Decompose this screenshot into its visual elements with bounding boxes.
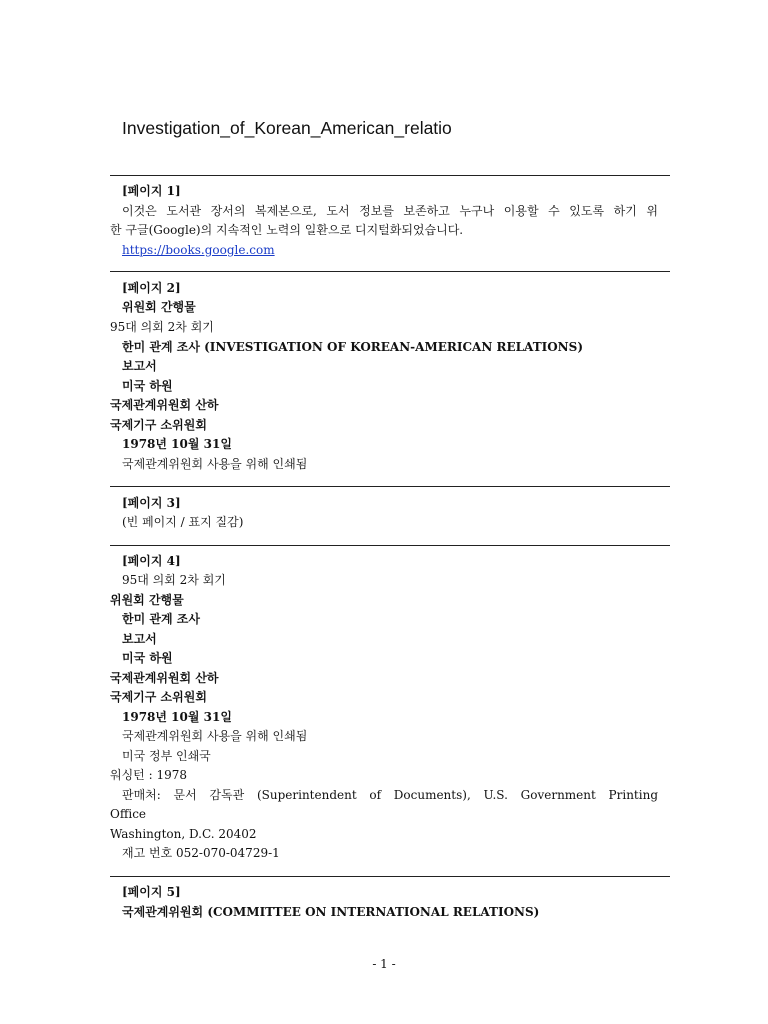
page2-header: [페이지 2] [122, 281, 181, 295]
section-divider [110, 486, 670, 487]
page4-line: 미국 정부 인쇄국 [122, 749, 211, 763]
section-divider [110, 545, 670, 546]
section-divider [110, 175, 670, 176]
page4-line: 국제관계위원회 사용을 위해 인쇄됨 [122, 729, 308, 743]
section-divider [110, 876, 670, 877]
page3-text: (빈 페이지 / 표지 질감) [122, 515, 244, 529]
page4-header: [페이지 4] [122, 554, 181, 568]
page4-line: 미국 하원 [122, 651, 173, 665]
page4-line: 재고 번호 052-070-04729-1 [122, 846, 280, 860]
page5-text: 국제관계위원회 (COMMITTEE ON INTERNATIONAL RELATIONS) [122, 905, 540, 919]
page4-line: 보고서 [122, 632, 157, 646]
page4-line: 판매처: 문서 감독관 (Superintendent of Documents), U.S. Government Printing [122, 788, 658, 802]
google-books-link[interactable]: https://books.google.com [122, 243, 275, 257]
page4-line: 95대 의회 2차 회기 [122, 573, 226, 587]
page1-text-line2: 한 구글(Google)의 지속적인 노력의 일환으로 디지털화되었습니다. [110, 223, 464, 237]
page1-text-line1: 이것은 도서관 장서의 복제본으로, 도서 정보를 보존하고 누구나 이용할 수 있도록 하기 위 [122, 204, 658, 218]
page4-line: 1978년 10월 31일 [122, 710, 232, 724]
page2-line: 보고서 [122, 359, 157, 373]
page2-line: 국제관계위원회 사용을 위해 인쇄됨 [122, 457, 308, 471]
page2-line: 국제기구 소위원회 [110, 418, 207, 432]
page4-line: 한미 관계 조사 [122, 612, 200, 626]
page2-line: 국제관계위원회 산하 [110, 398, 219, 412]
page2-line: 한미 관계 조사 (INVESTIGATION OF KOREAN-AMERICAN RELATIONS) [122, 340, 583, 354]
page1-header: [페이지 1] [122, 184, 181, 198]
page2-line: 1978년 10월 31일 [122, 437, 232, 451]
page-number: - 1 - [372, 957, 396, 971]
document-title: Investigation_of_Korean_American_relatio [122, 118, 452, 138]
page2-line: 위원회 간행물 [122, 300, 196, 314]
page4-line: Office [110, 807, 147, 821]
page4-line: 워싱턴 : 1978 [110, 768, 187, 782]
page2-line: 95대 의회 2차 회기 [110, 320, 214, 334]
page5-header: [페이지 5] [122, 885, 181, 899]
page4-line: 위원회 간행물 [110, 593, 184, 607]
page3-header: [페이지 3] [122, 496, 181, 510]
page2-line: 미국 하원 [122, 379, 173, 393]
page4-line: Washington, D.C. 20402 [110, 827, 257, 841]
section-divider [110, 271, 670, 272]
page4-line: 국제기구 소위원회 [110, 690, 207, 704]
page4-line: 국제관계위원회 산하 [110, 671, 219, 685]
